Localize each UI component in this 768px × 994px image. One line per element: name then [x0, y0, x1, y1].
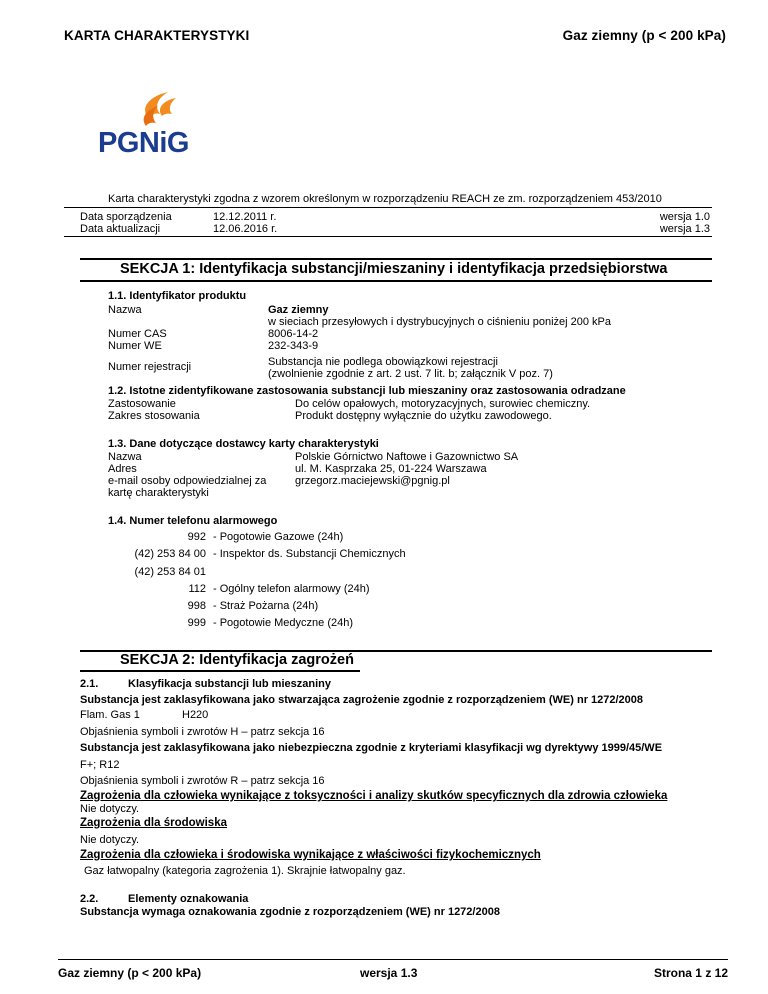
phone-description: - Straż Pożarna (24h) [213, 600, 319, 612]
we-value: 232-343-9 [268, 340, 319, 352]
hazard-statement: H220 [182, 709, 209, 721]
flam-gas-class: Flam. Gas 1 [80, 709, 140, 721]
use-value: Do celów opałowych, motoryzacyjnych, surowiec chemiczny. [295, 398, 591, 410]
subsection-2-1: Klasyfikacja substancji lub mieszaniny [128, 678, 331, 690]
env-hazard-heading: Zagrożenia dla środowiska [80, 817, 227, 829]
cas-label: Numer CAS [108, 328, 167, 340]
logo-text: PGNiG [98, 127, 189, 159]
date-created: 12.12.2011 r. [213, 211, 277, 223]
use-label: Zastosowanie [108, 398, 176, 410]
version-created: wersja 1.0 [659, 211, 710, 223]
registration-value-2: (zwolnienie zgodnie z art. 2 ust. 7 lit. b; załącznik V poz. 7) [268, 368, 553, 380]
supplier-name-value: Polskie Górnictwo Naftowe i Gazownictwo SA [295, 451, 519, 463]
dsd-classification: Substancja jest zaklasyfikowana jako niebezpieczna zgodnie z kryteriami klasyfikacji wg dyrektywy 1999/45/WE [80, 742, 663, 754]
clp-classification: Substancja jest zaklasyfikowana jako stwarzająca zagrożenie zgodnie z rozporządzeniem (WE) nr 1272/2008 [80, 694, 644, 706]
phone-number: 999 [187, 617, 206, 629]
phone-description: - Pogotowie Gazowe (24h) [213, 531, 344, 543]
phone-description: - Ogólny telefon alarmowy (24h) [213, 583, 370, 595]
supplier-name-label: Nazwa [108, 451, 142, 463]
footer-version: wersja 1.3 [360, 966, 418, 980]
phys-hazard-value: Gaz łatwopalny (kategoria zagrożenia 1). Skrajnie łatwopalny gaz. [84, 865, 406, 877]
scope-value: Produkt dostępny wyłącznie do użytku zawodowego. [295, 410, 552, 422]
phone-description: - Pogotowie Medyczne (24h) [213, 617, 354, 629]
scope-label: Zakres stosowania [108, 410, 200, 422]
email-label-1: e-mail osoby odpowiedzialnej za [108, 475, 267, 487]
date-label-updated: Data aktualizacji [80, 223, 161, 235]
health-hazard-value: Nie dotyczy. [80, 803, 140, 815]
address-label: Adres [108, 463, 137, 475]
phone-description: - Inspektor ds. Substancji Chemicznych [213, 548, 406, 560]
address-value: ul. M. Kasprzaka 25, 01-224 Warszawa [295, 463, 487, 475]
cas-value: 8006-14-2 [268, 328, 319, 340]
h-explanation: Objaśnienia symboli i zwrotów H – patrz sekcja 16 [80, 726, 325, 738]
health-hazard-heading: Zagrożenia dla człowieka wynikające z toksyczności i analizy skutków specyficznych dla zdrowia człowieka [80, 790, 668, 802]
we-label: Numer WE [108, 340, 162, 352]
email-label-2: kartę charakterystyki [108, 487, 209, 499]
subsection-1-2: 1.2. Istotne zidentyfikowane zastosowania substancji lub mieszaniny oraz zastosowania odradzane [108, 385, 626, 397]
date-label-created: Data sporządzenia [80, 211, 172, 223]
subsection-2-2-number: 2.2. [80, 893, 99, 905]
footer-product: Gaz ziemny (p < 200 kPa) [58, 966, 202, 980]
subsection-1-1: 1.1. Identyfikator produktu [108, 290, 247, 302]
footer-page-number: Strona 1 z 12 [653, 966, 728, 980]
subsection-2-1-number: 2.1. [80, 678, 99, 690]
header-title: KARTA CHARAKTERYSTYKI [64, 28, 250, 43]
email-link[interactable]: grzegorz.maciejewski@pgnig.pl [295, 475, 450, 487]
name-value: Gaz ziemny [268, 304, 329, 316]
name-description: w sieciach przesyłowych i dystrybucyjnych o ciśnieniu poniżej 200 kPa [268, 316, 611, 328]
subsection-2-2: Elementy oznakowania [128, 893, 249, 905]
header-product: Gaz ziemny (p < 200 kPa) [562, 28, 726, 43]
r-phrase: F+; R12 [80, 759, 120, 771]
env-hazard-value: Nie dotyczy. [80, 834, 140, 846]
subsection-1-4: 1.4. Numer telefonu alarmowego [108, 515, 278, 527]
section-1-title: SEKCJA 1: Identyfikacja substancji/mieszaniny i identyfikacja przedsiębiorstwa [120, 261, 668, 277]
phone-number: (42) 253 84 00 [134, 548, 206, 560]
phys-hazard-heading: Zagrożenia dla człowieka i środowiska wynikające z właściwości fizykochemicznych [80, 849, 541, 861]
phone-number: 112 [188, 583, 206, 595]
phone-number: 998 [187, 600, 206, 612]
phone-number: (42) 253 84 01 [134, 566, 206, 578]
registration-label: Numer rejestracji [108, 361, 192, 373]
intro-text: Karta charakterystyki zgodna z wzorem określonym w rozporządzeniu REACH ze zm. rozporządzeniem 453/2010 [108, 193, 662, 205]
name-label: Nazwa [108, 304, 142, 316]
subsection-1-3: 1.3. Dane dotyczące dostawcy karty charakterystyki [108, 438, 379, 450]
registration-value-1: Substancja nie podlega obowiązkowi rejestracji [268, 356, 498, 368]
r-explanation: Objaśnienia symboli i zwrotów R – patrz sekcja 16 [80, 775, 325, 787]
phone-number: 992 [187, 531, 206, 543]
version-updated: wersja 1.3 [659, 223, 710, 235]
section-2-title: SEKCJA 2: Identyfikacja zagrożeń [120, 652, 354, 668]
labelling-requirement: Substancja wymaga oznakowania zgodnie z rozporządzeniem (WE) nr 1272/2008 [80, 906, 500, 918]
date-updated: 12.06.2016 r. [213, 223, 278, 235]
pgnig-logo [98, 90, 208, 160]
